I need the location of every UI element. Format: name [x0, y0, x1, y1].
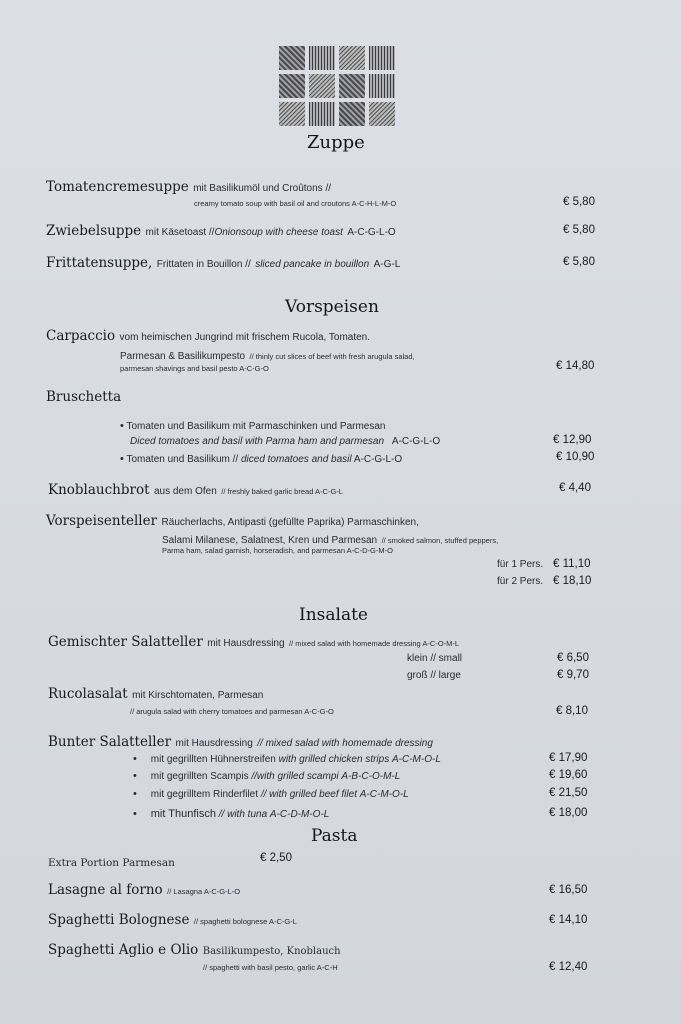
item-name: Gemischter Salatteller	[48, 634, 203, 650]
menu-item-extra-parmesan	[48, 853, 175, 871]
menu-item-knoblauchbrot	[48, 481, 343, 499]
item-name: Spaghetti Aglio e Olio	[48, 942, 199, 958]
bullet-icon: •	[133, 770, 137, 782]
item-desc-en: // arugula salad with cherry tomatoes and parmesan A-C-G-O	[130, 707, 334, 716]
item-desc: Salami Milanese, Salatnest, Kren und Parmesan	[162, 535, 378, 546]
option-price: € 18,00	[549, 807, 588, 819]
option-desc-en: diced tomatoes and basil	[240, 454, 352, 465]
option-allergens: A-B-C-O-M-L	[341, 771, 401, 782]
item-desc: vom heimischen Jungrind mit frischem Rucola, Tomaten.	[119, 332, 371, 343]
item-name: Tomatencremesuppe	[46, 179, 189, 195]
item-desc: mit Käsetoast //	[145, 227, 215, 238]
size-label-large: groß // large	[407, 670, 461, 681]
item-name: Carpaccio	[46, 328, 116, 344]
option-desc: mit gegrilltem Rinderfilet	[150, 789, 259, 800]
option-desc: Tomaten und Basilikum //	[126, 454, 239, 465]
menu-item-gemischter-salatteller	[48, 633, 459, 651]
option-price: € 21,50	[549, 787, 588, 799]
option-row	[133, 753, 441, 765]
item-desc: Basilikumpesto, Knoblauch	[202, 946, 341, 957]
option-desc-en: Diced tomatoes and basil with Parma ham and parmesan	[130, 436, 385, 447]
item-name: Extra Portion Parmesan	[48, 857, 175, 869]
portion-label-1: für 1 Pers.	[497, 559, 544, 570]
item-desc-en: // spaghetti with basil pesto, garlic A-C-H	[203, 963, 338, 972]
item-desc: aus dem Ofen	[153, 486, 217, 497]
section-title-vorspeisen: Vorspeisen	[285, 297, 379, 317]
item-price: € 8,10	[556, 705, 588, 717]
option-row	[120, 420, 385, 432]
option-row	[133, 788, 409, 800]
item-name: Rucolasalat	[48, 686, 128, 702]
portion-label-2: für 2 Pers.	[497, 576, 544, 587]
item-desc-line2	[120, 346, 415, 364]
item-price: € 12,40	[549, 961, 588, 973]
option-desc: mit gegrillten Scampis	[150, 771, 249, 782]
item-allergens: A-G-L	[373, 259, 401, 270]
option-price: € 19,60	[549, 769, 588, 781]
item-desc: mit Hausdressing	[175, 738, 253, 749]
option-allergens: A-C-D-M-O-L	[269, 809, 330, 820]
option-desc-en	[130, 436, 440, 447]
menu-item-lasagne	[48, 881, 240, 899]
item-desc: Räucherlachs, Antipasti (gefüllte Paprika) Parmaschinken,	[161, 517, 419, 528]
portion-price-1: € 11,10	[553, 558, 591, 570]
item-desc-en: // smoked salmon, stuffed peppers,	[381, 536, 499, 545]
item-name: Bunter Salatteller	[48, 734, 172, 750]
item-desc: mit Kirschtomaten, Parmesan	[132, 690, 264, 701]
bullet-icon: •	[120, 420, 124, 432]
item-price: € 16,50	[549, 884, 588, 896]
item-price: € 5,80	[563, 224, 595, 236]
bullet-icon: •	[120, 453, 124, 465]
menu-item-rucolasalat	[48, 685, 263, 703]
bullet-icon: •	[133, 753, 137, 765]
size-label-small: klein // small	[407, 653, 463, 664]
logo-mosaic-icon	[279, 46, 395, 126]
item-name: Spaghetti Bolognese	[48, 912, 190, 928]
option-allergens: A-C-G-L-O	[353, 454, 403, 465]
option-desc: mit gegrillten Hühnerstreifen	[150, 754, 276, 765]
option-desc-en: //with grilled scampi	[251, 771, 339, 782]
option-allergens: A-C-G-L-O	[391, 436, 441, 447]
item-name: Zwiebelsuppe	[46, 223, 142, 239]
item-desc-en: creamy tomato soup with basil oil and croutons A-C-H-L-M-O	[194, 199, 397, 208]
item-desc: Frittaten in Bouillon //	[156, 259, 251, 270]
menu-item-frittatensuppe	[46, 254, 400, 272]
option-price: € 10,90	[556, 451, 595, 463]
option-allergens: A-C-M-O-L	[392, 754, 441, 765]
item-name: Frittatensuppe,	[46, 255, 153, 271]
item-allergens: A-C-G-L-O	[347, 227, 396, 238]
item-price: € 14,80	[556, 360, 595, 372]
item-desc-en: // Lasagna A-C-G-L-O	[167, 887, 241, 896]
item-desc-en: Onionsoup with cheese toast	[214, 227, 343, 238]
option-row	[133, 808, 329, 820]
size-price-small: € 6,50	[557, 652, 589, 664]
item-desc-en: sliced pancake in bouillon	[255, 259, 370, 270]
size-price-large: € 9,70	[557, 669, 589, 681]
menu-item-carpaccio	[46, 327, 370, 345]
option-price: € 17,90	[549, 752, 588, 764]
item-price: € 4,40	[559, 482, 591, 494]
option-row	[133, 770, 400, 782]
item-price: € 14,10	[549, 914, 588, 926]
option-price: € 12,90	[553, 434, 592, 446]
item-desc: mit Hausdressing	[207, 638, 285, 649]
item-desc-en: // spaghetti bolognese A-C-G-L	[193, 917, 297, 926]
menu-item-zwiebelsuppe	[46, 222, 396, 240]
item-desc-en: // freshly baked garlic bread A-C-G-L	[221, 487, 343, 496]
item-desc-en: // mixed salad with homemade dressing A-C-O-M-L	[289, 639, 460, 648]
item-price: € 2,50	[260, 852, 292, 864]
item-price: € 5,80	[563, 196, 595, 208]
item-desc-en: parmesan shavings and basil pesto A-C-G-O	[120, 364, 269, 373]
section-title-pasta: Pasta	[311, 826, 358, 846]
bullet-icon: •	[133, 788, 137, 800]
bullet-icon: •	[133, 808, 137, 820]
item-desc: mit Basilikumöl und Croûtons //	[193, 183, 332, 194]
menu-item-vorspeisenteller	[46, 512, 419, 530]
item-desc: Parmesan & Basilikumpesto	[120, 351, 246, 362]
item-desc-en: // thinly cut slices of beef with fresh arugula salad,	[249, 352, 415, 361]
menu-item-bunter-salatteller	[48, 733, 433, 751]
item-desc-en: // mixed salad with homemade dressing	[257, 738, 433, 749]
portion-price-2: € 18,10	[553, 575, 592, 587]
option-desc-en: // with grilled beef filet	[260, 789, 357, 800]
option-allergens: A-C-M-O-L	[359, 789, 409, 800]
option-desc-en: with grilled chicken strips	[278, 754, 390, 765]
item-price: € 5,80	[563, 256, 595, 268]
item-name: Lasagne al forno	[48, 882, 163, 898]
menu-item-tomatencremesuppe	[46, 178, 331, 196]
option-row	[120, 453, 402, 465]
item-name: Vorspeisenteller	[46, 513, 158, 529]
menu-item-bruschetta: Bruschetta	[46, 389, 122, 405]
menu-item-spaghetti-bolognese	[48, 911, 297, 929]
section-title-insalate: Insalate	[299, 605, 368, 625]
menu-item-spaghetti-aglio	[48, 941, 341, 959]
item-name: Knoblauchbrot	[48, 482, 150, 498]
item-desc-en: Parma ham, salad garnish, horseradish, and parmesan A-C-D-G-M-O	[162, 546, 393, 555]
option-desc-en: // with tuna	[218, 809, 268, 820]
section-title-zuppe: Zuppe	[307, 132, 365, 153]
option-desc: mit Thunfisch	[150, 808, 216, 820]
option-desc: Tomaten und Basilikum mit Parmaschinken und Parmesan	[126, 421, 386, 432]
